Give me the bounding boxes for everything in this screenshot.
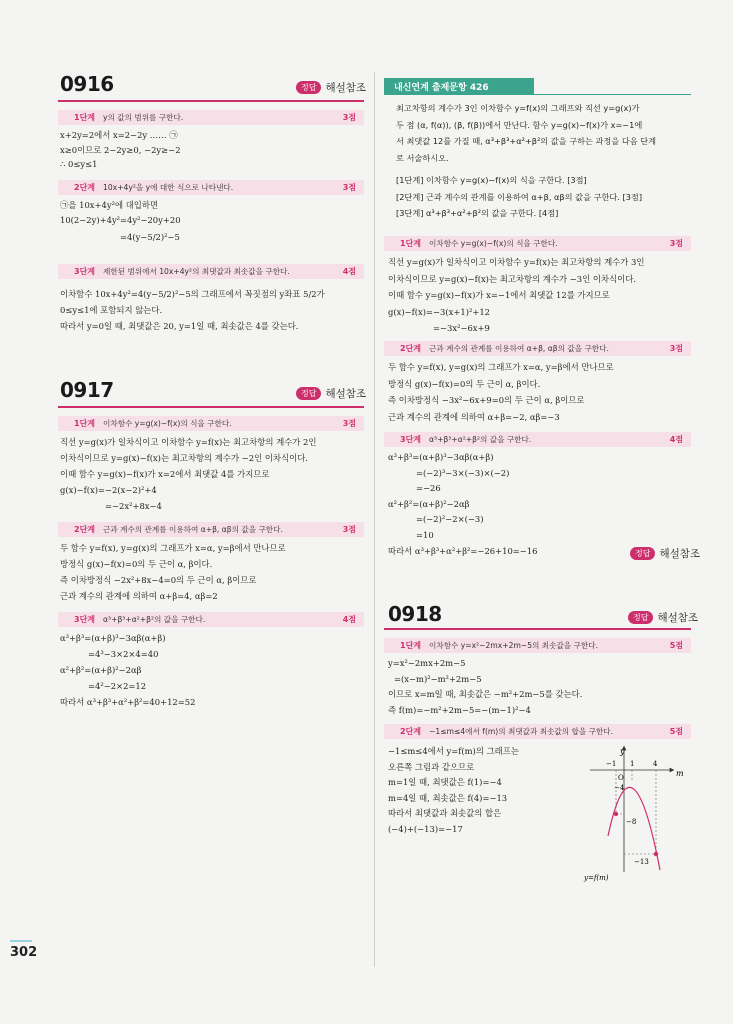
solution-line: 두 함수 y=f(x), y=g(x)의 그래프가 x=α, y=β에서 만나므로 [60, 543, 286, 553]
solution-line: =4³−3×2×4=40 [88, 649, 159, 659]
step-header [384, 638, 691, 653]
solution-block [60, 198, 181, 247]
step-tag: 2단계 [400, 344, 422, 353]
solution-line: =−2x²+8x−4 [105, 501, 162, 511]
step-points: 3점 [342, 113, 356, 122]
solution-block [388, 359, 614, 425]
step-header [58, 110, 364, 125]
solution-line: 0≤y≤1에 포함되지 않는다. [60, 305, 163, 315]
step-text: 이차함수 y=x²−2mx+2m−5의 최솟값을 구한다. [429, 641, 598, 650]
answer-badge: 정답 [628, 611, 653, 624]
answer-reference [630, 546, 700, 561]
solution-line: 오른쪽 그림과 같으므로 [388, 761, 475, 772]
solution-line: =4²−2×2=12 [88, 681, 147, 691]
endpoint [614, 812, 618, 816]
step-points: 3점 [669, 239, 683, 248]
step-header [58, 264, 364, 279]
solution-line: =4(y−5/2)²−5 [120, 232, 180, 243]
solution-line: 10(2−2y)+4y²=4y²−20y+20 [60, 214, 181, 225]
tick-label: −13 [634, 858, 649, 866]
solution-line: 방정식 g(x)−f(x)=0의 두 근이 α, β이다. [388, 378, 541, 389]
step-points: 4점 [342, 267, 356, 276]
step-points: 4점 [342, 615, 356, 624]
guide-line: [2단계] 근과 계수의 관계를 이용하여 α+β, αβ의 값을 구한다. [3점] [396, 191, 643, 202]
title-rule [384, 628, 691, 630]
solution-line: m=1일 때, 최댓값은 f(1)=−4 [388, 777, 502, 787]
tick-label: −1 [606, 760, 617, 768]
step-header [58, 416, 364, 431]
solution-line: 두 함수 y=f(x), y=g(x)의 그래프가 x=α, y=β에서 만나므로 [388, 362, 614, 372]
solution-line: 따라서 최댓값과 최솟값의 합은 [388, 808, 502, 818]
solution-line: 이차식이므로 y=g(x)−f(x)는 최고차항의 계수가 −3인 이차식이다. [388, 273, 636, 284]
solution-line: =(x−m)²−m²+2m−5 [394, 673, 482, 684]
statement-line: 최고차항의 계수가 3인 이차함수 y=f(x)의 그래프와 직선 y=g(x)가 [396, 103, 640, 113]
solution-line: x≥0이므로 2−2y≥0, −2y≥−2 [60, 144, 181, 155]
solution-line: 이때 함수 y=g(x)−f(x)가 x=−1에서 최댓값 12를 가지므로 [388, 290, 610, 300]
step-text: 근과 계수의 관계를 이용하여 α+β, αβ의 값을 구한다. [103, 525, 283, 534]
page-number-rule [10, 940, 32, 942]
answer-reference [628, 610, 698, 625]
answer-badge: 정답 [296, 387, 321, 400]
solution-block [60, 286, 325, 334]
solution-block [388, 254, 644, 337]
solution-line: −1≤m≤4에서 y=f(m)의 그래프는 [388, 746, 519, 756]
solution-line: =(−2)²−2×(−3) [416, 514, 484, 525]
step-tag: 3단계 [74, 615, 96, 624]
solution-line: 이차식이므로 y=g(x)−f(x)는 최고차항의 계수가 −2인 이차식이다. [60, 453, 308, 463]
step-points: 3점 [342, 525, 356, 534]
problem-number: 0918 [388, 602, 442, 626]
origin-label: O [618, 774, 624, 782]
page-number: 302 [10, 945, 38, 960]
tick-label: −8 [626, 818, 637, 826]
step-tag: 2단계 [74, 525, 96, 534]
solution-line: 따라서 α³+β³+α²+β²=40+12=52 [60, 697, 196, 707]
solution-block [60, 630, 195, 710]
step-points: 5점 [669, 727, 683, 736]
step-text: 10x+4y²을 y에 대한 식으로 나타낸다. [103, 183, 234, 192]
solution-line: =10 [416, 529, 434, 540]
step-tag: 3단계 [400, 435, 422, 444]
solution-line: 이므로 x=m일 때, 최솟값은 −m²+2m−5를 갖는다. [388, 689, 583, 699]
step-text: −1≤m≤4에서 f(m)의 최댓값과 최솟값의 합을 구한다. [429, 727, 614, 736]
solution-block [60, 540, 286, 604]
solution-line: 근과 계수의 관계에 의하여 α+β=−2, αβ=−3 [388, 411, 560, 422]
solution-block [388, 450, 537, 559]
banner-rule [384, 94, 691, 95]
solution-line: g(x)−f(x)=−2(x−2)²+4 [60, 485, 157, 495]
solution-line: (−4)+(−13)=−17 [388, 823, 463, 834]
step-header [384, 341, 691, 356]
problem-number: 0916 [60, 72, 114, 96]
y-axis-label: y [620, 747, 625, 756]
answer-badge: 정답 [296, 81, 321, 94]
answer-reference-label: 해설참조 [325, 388, 367, 400]
solution-line: α³+β³=(α+β)³−3αβ(α+β) [388, 452, 494, 462]
step-tag: 2단계 [400, 727, 422, 736]
step-header [384, 724, 691, 739]
step-points: 3점 [669, 344, 683, 353]
solution-line: 직선 y=g(x)가 일차식이고 이차함수 y=f(x)는 최고차항의 계수가 2인 [60, 437, 317, 447]
solution-line: =−3x²−6x+9 [433, 323, 490, 333]
step-header [384, 432, 691, 447]
solution-line: 즉 f(m)=−m²+2m−5=−(m−1)²−4 [388, 704, 531, 715]
answer-reference-label: 해설참조 [325, 82, 367, 94]
step-header [384, 236, 691, 251]
step-tag: 1단계 [74, 419, 96, 428]
answer-reference [296, 386, 366, 401]
solution-line: ㉠을 10x+4y²에 대입하면 [60, 200, 159, 210]
solution-line: 따라서 y=0일 때, 최댓값은 20, y=1일 때, 최솟값은 4를 갖는다. [60, 321, 299, 331]
step-text: 제한된 범위에서 10x+4y²의 최댓값과 최솟값을 구한다. [103, 267, 290, 276]
answer-reference-label: 해설참조 [657, 612, 699, 624]
solution-line: 방정식 g(x)−f(x)=0의 두 근이 α, β이다. [60, 559, 213, 569]
step-text: α³+β³+α²+β²의 값을 구한다. [429, 435, 532, 444]
step-points: 4점 [669, 435, 683, 444]
problem-number: 0917 [60, 378, 114, 402]
statement-line: 두 점 (α, f(α)), (β, f(β))에서 만난다. 함수 y=g(x)−f(x)가 x=−1에 [396, 119, 643, 130]
solution-line: 따라서 α³+β³+α²+β²=−26+10=−16 [388, 545, 538, 556]
step-tag: 2단계 [74, 183, 96, 192]
solution-line: x+2y=2에서 x=2−2y …… ㉠ [60, 130, 178, 140]
step-header [58, 522, 364, 537]
guide-line: [3단계] α³+β³+α²+β²의 값을 구한다. [4점] [396, 208, 559, 218]
guide-line: [1단계] 이차함수 y=g(x)−f(x)의 식을 구한다. [3점] [396, 175, 587, 185]
statement-line: 서 최댓값 12를 가질 때, α³+β³+α²+β²의 값을 구하는 과정을 다음 단계 [396, 136, 657, 146]
tick-label: −4 [614, 784, 625, 792]
tick-label: 1 [630, 760, 635, 768]
step-tag: 3단계 [74, 267, 96, 276]
solution-line: ∴ 0≤y≤1 [60, 159, 98, 170]
m-axis-label: m [676, 769, 684, 778]
step-points: 3점 [342, 183, 356, 192]
step-header [58, 180, 364, 195]
column-divider [374, 72, 375, 967]
solution-line: =(−2)³−3×(−3)×(−2) [416, 467, 510, 478]
step-header [58, 612, 364, 627]
tick-label: 4 [653, 760, 658, 768]
problem-statement [396, 100, 656, 166]
step-text: y의 값의 범위를 구한다. [103, 113, 184, 122]
step-tag: 1단계 [74, 113, 96, 122]
solution-line: =−26 [416, 483, 441, 494]
solution-block [388, 744, 519, 837]
solution-line: g(x)−f(x)=−3(x+1)²+12 [388, 306, 490, 317]
solution-line: 이차함수 10x+4y²=4(y−5/2)²−5의 그래프에서 꼭짓점의 y좌표 5/2가 [60, 289, 325, 299]
step-tag: 1단계 [400, 239, 422, 248]
step-text: α³+β³+α²+β²의 값을 구한다. [103, 615, 206, 624]
title-rule [58, 100, 364, 102]
solution-line: y=x²−2mx+2m−5 [388, 658, 466, 668]
step-guide [396, 172, 642, 222]
solution-line: α²+β²=(α+β)²−2αβ [60, 665, 142, 675]
step-points: 3점 [342, 419, 356, 428]
answer-reference-label: 해설참조 [659, 548, 701, 560]
step-points: 5점 [669, 641, 683, 650]
statement-line: 로 서술하시오. [396, 152, 449, 163]
answer-reference [296, 80, 366, 95]
step-text: 이차함수 y=g(x)−f(x)의 식을 구한다. [103, 419, 232, 428]
solution-block [60, 434, 316, 514]
solution-line: 이때 함수 y=g(x)−f(x)가 x=2에서 최댓값 4를 가지므로 [60, 469, 270, 479]
parabola-graph [580, 744, 690, 884]
solution-block [388, 656, 582, 718]
linked-problem-banner: 내신연계 출제문항 426 [384, 78, 534, 94]
solution-line: 직선 y=g(x)가 일차식이고 이차함수 y=f(x)는 최고차항의 계수가 3인 [388, 257, 645, 267]
endpoint [654, 852, 658, 856]
title-rule [58, 406, 364, 408]
solution-line: 근과 계수의 관계에 의하여 α+β=4, αβ=2 [60, 591, 218, 601]
solution-block [60, 128, 181, 172]
curve-label: y=f(m) [584, 874, 609, 882]
solution-line: α²+β²=(α+β)²−2αβ [388, 498, 470, 509]
step-tag: 1단계 [400, 641, 422, 650]
answer-badge: 정답 [630, 547, 655, 560]
step-text: 근과 계수의 관계를 이용하여 α+β, αβ의 값을 구한다. [429, 344, 609, 353]
solution-line: 즉 이차방정식 −3x²−6x+9=0의 두 근이 α, β이므로 [388, 395, 585, 405]
solution-line: 즉 이차방정식 −2x²+8x−4=0의 두 근이 α, β이므로 [60, 575, 257, 585]
solution-line: m=4일 때, 최솟값은 f(4)=−13 [388, 792, 508, 803]
step-text: 이차함수 y=g(x)−f(x)의 식을 구한다. [429, 239, 558, 248]
solution-line: α³+β³=(α+β)³−3αβ(α+β) [60, 633, 166, 643]
